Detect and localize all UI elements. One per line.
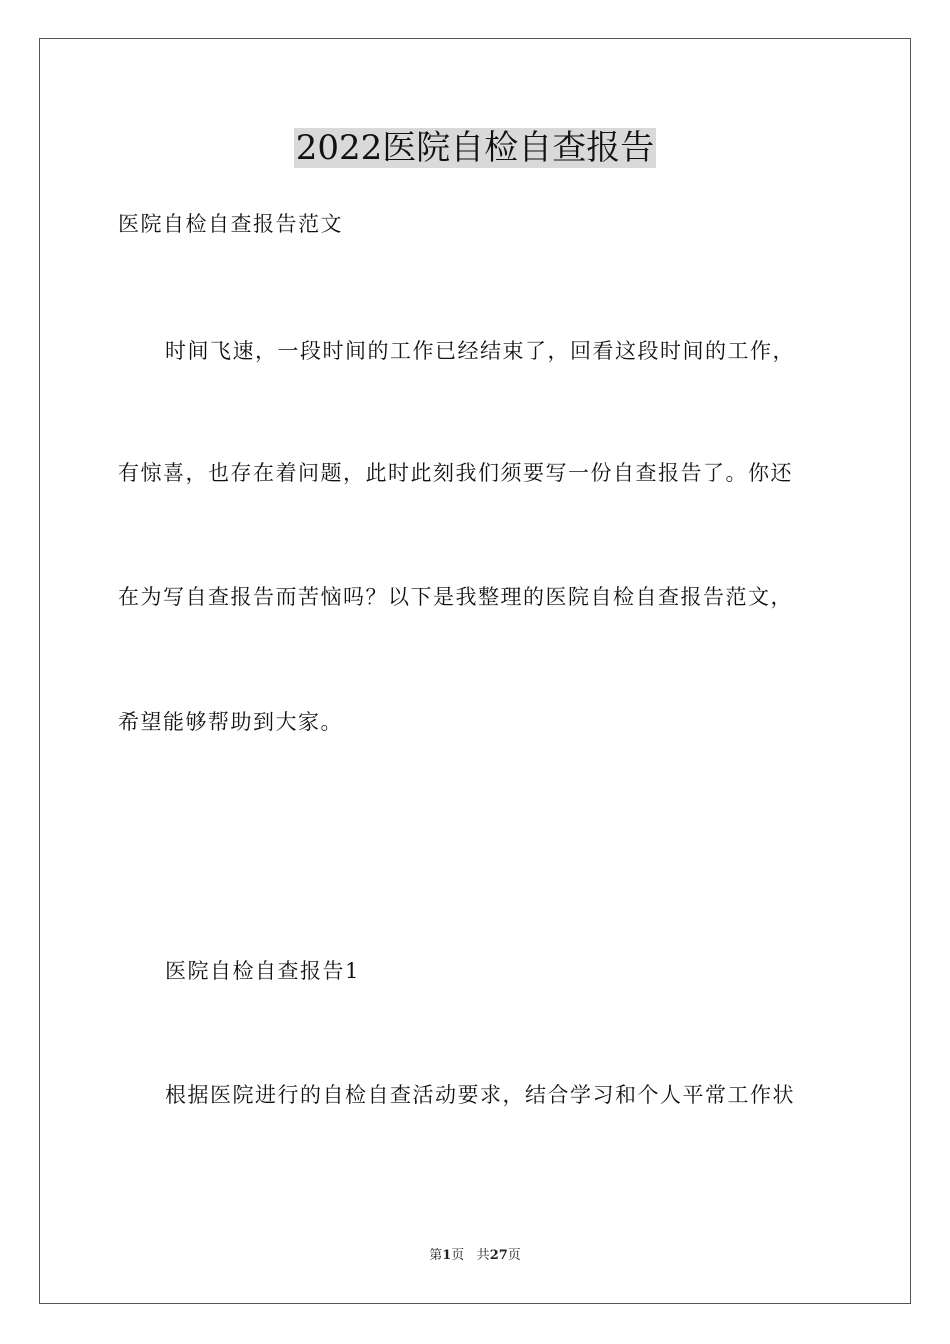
- footer-page-suffix: 页: [451, 1248, 465, 1263]
- footer-total-pages: 27: [489, 1248, 508, 1263]
- paragraph-line: 时间飞速，一段时间的工作已经结束了，回看这段时间的工作，: [165, 339, 795, 363]
- footer-total-prefix: 共: [476, 1248, 490, 1263]
- footer-total-suffix: 页: [507, 1248, 521, 1263]
- footer-page-prefix: 第: [429, 1248, 443, 1263]
- paragraph-line: 有惊喜，也存在着问题，此时此刻我们须要写一份自查报告了。你还: [118, 461, 793, 485]
- page-footer: [0, 1247, 950, 1265]
- paragraph-line: 希望能够帮助到大家。: [118, 710, 343, 734]
- footer-page-number: 1: [442, 1248, 452, 1263]
- document-title-text: 2022医院自检自查报告: [295, 128, 655, 168]
- paragraph-line: 根据医院进行的自检自查活动要求，结合学习和个人平常工作状: [165, 1083, 795, 1107]
- paragraph-line: 在为写自查报告而苦恼吗？以下是我整理的医院自检自查报告范文，: [118, 585, 793, 609]
- section-heading: 医院自检自查报告1: [165, 959, 360, 983]
- document-title: [0, 126, 950, 170]
- document-subtitle: 医院自检自查报告范文: [118, 212, 343, 236]
